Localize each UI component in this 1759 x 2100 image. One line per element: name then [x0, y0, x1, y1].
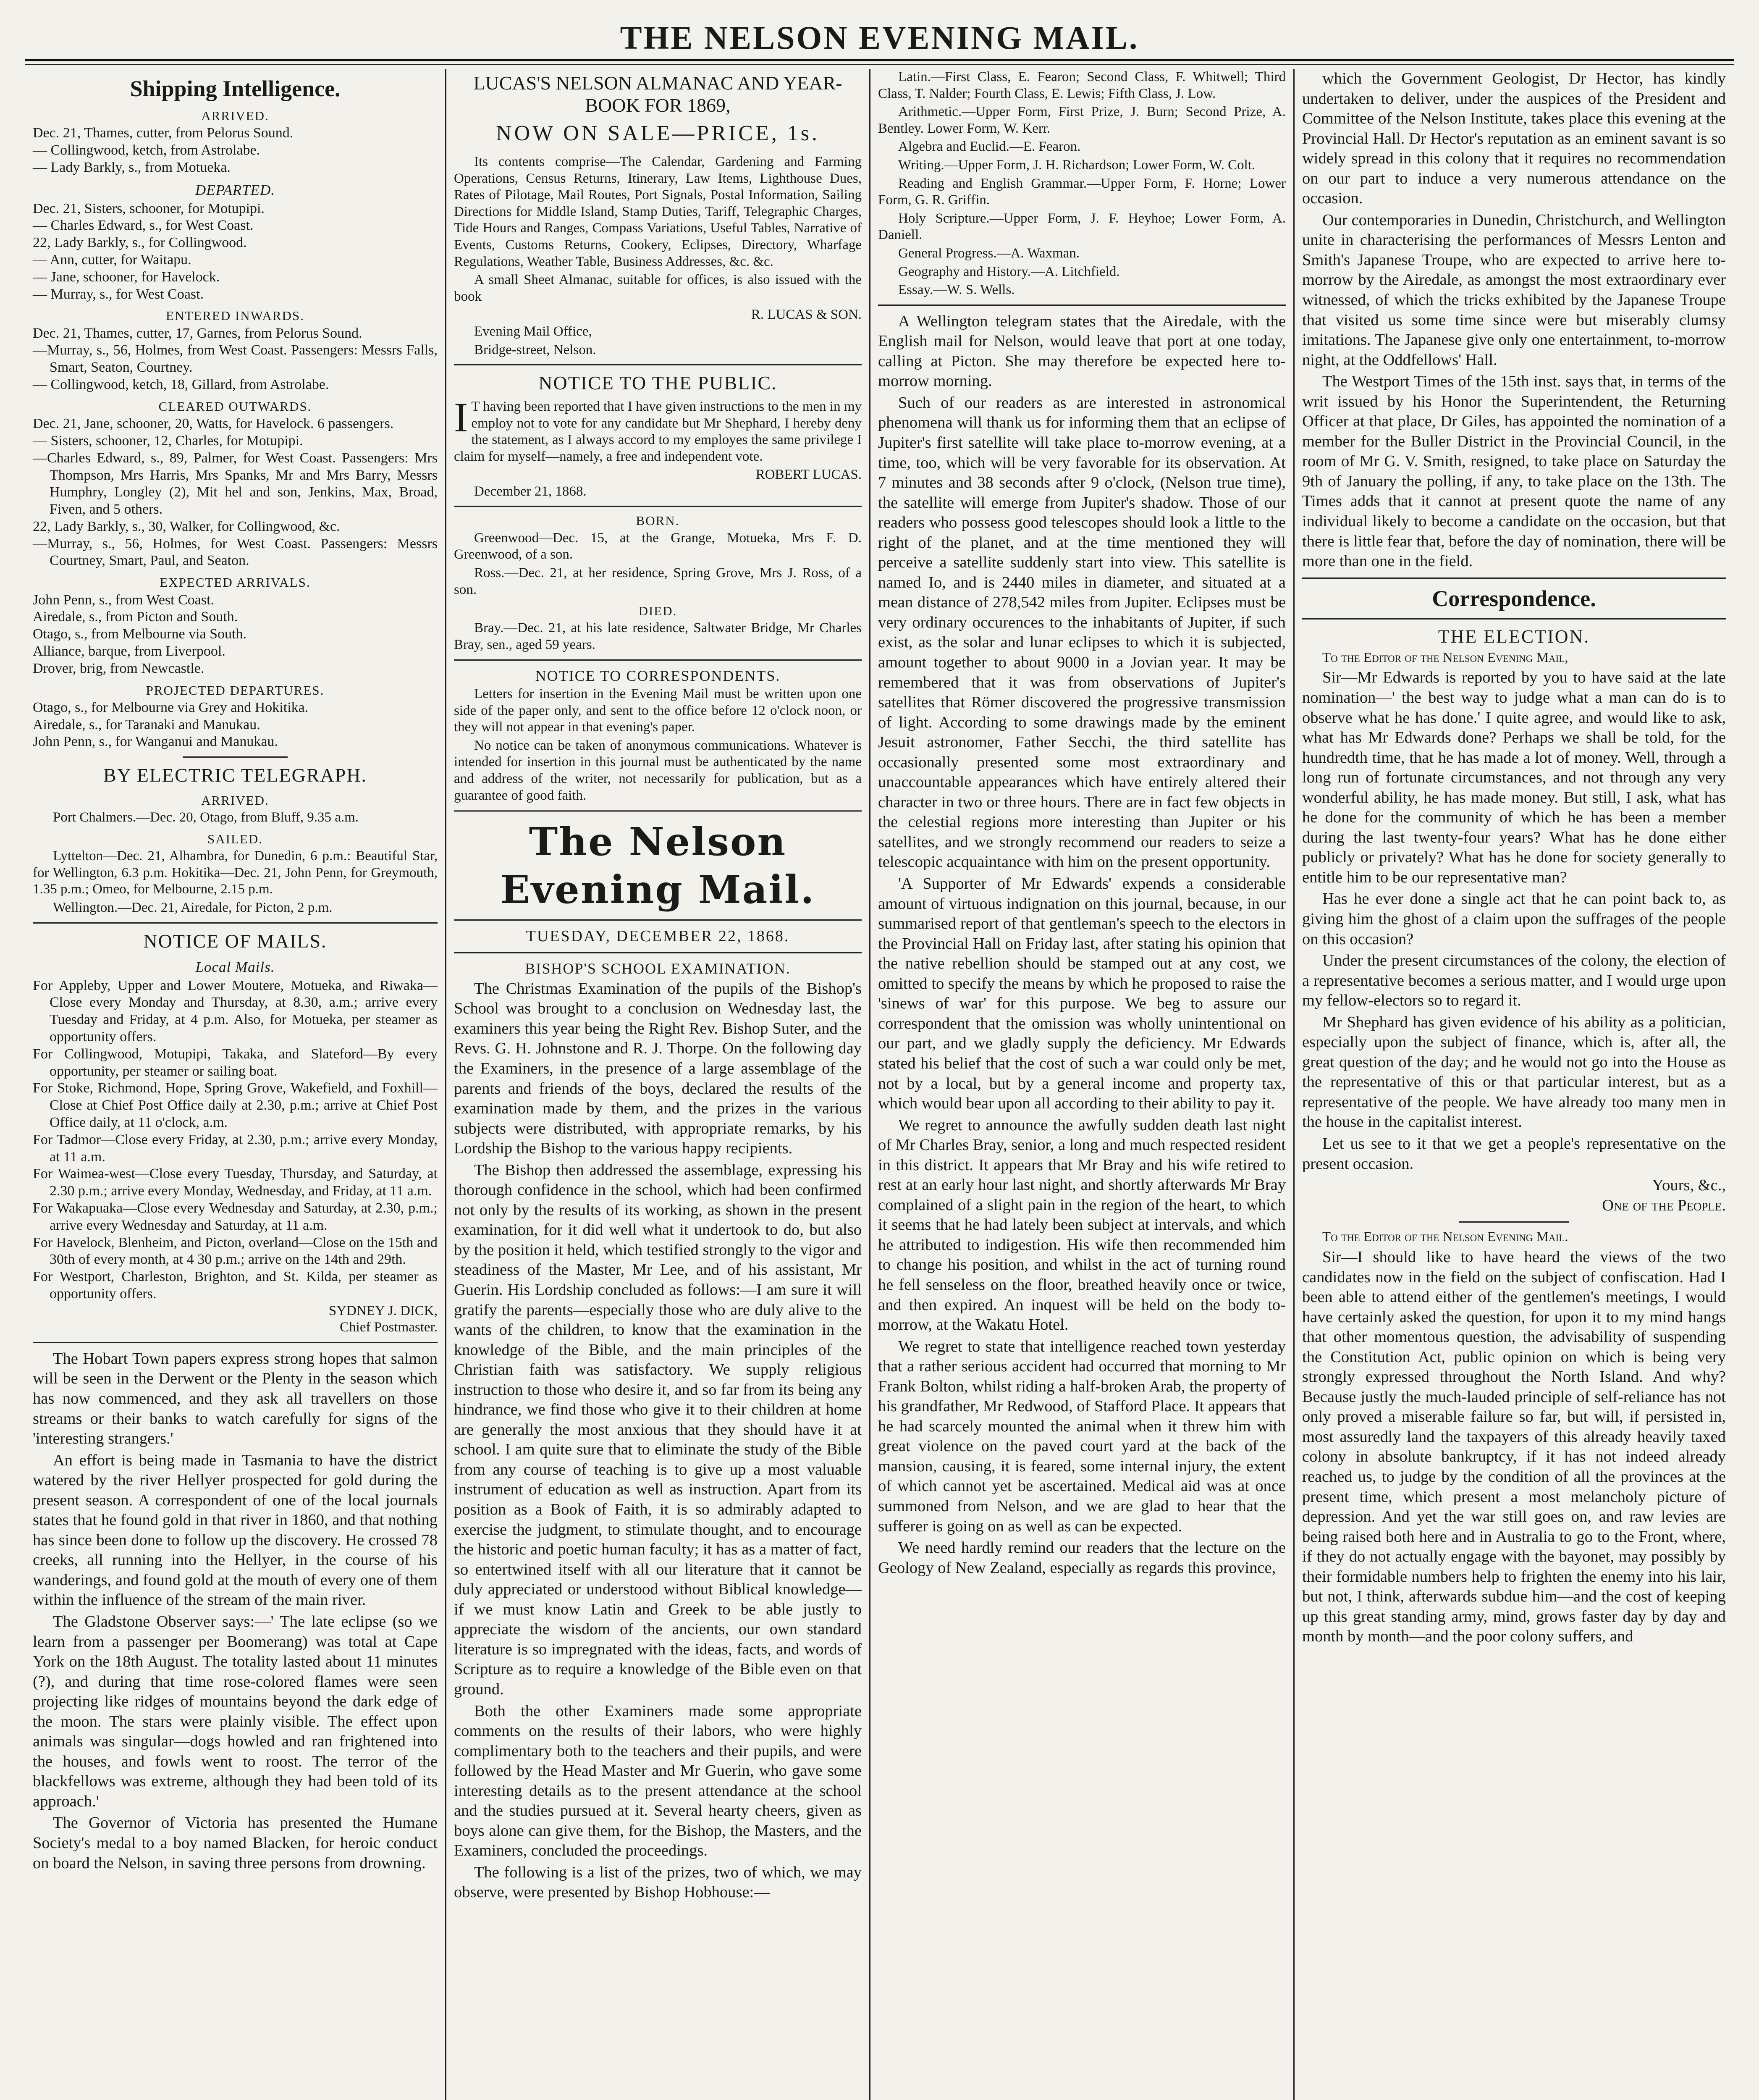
- died-list: [454, 620, 862, 653]
- telegraph-title: BY ELECTRIC TELEGRAPH.: [103, 764, 367, 786]
- divider: [33, 1342, 438, 1343]
- entered-list: [33, 325, 438, 394]
- list-item: — Charles Edward, s., for West Coast.: [33, 218, 254, 234]
- paragraph: The Hobart Town papers express strong hopes that salmon will be seen in the Derwent or the Plenty in the season which has now commenced, and they ask all travellers on those streams or their banks to watch carefully for signs of the 'interesting strangers.': [33, 1349, 438, 1448]
- almanac-title: LUCAS'S NELSON ALMANAC AND YEAR-BOOK FOR 1869,: [473, 72, 842, 116]
- paragraph: We regret to state that intelligence reached town yesterday that a rather serious accident had occurred that morning to Mr Frank Bolton, whilst riding a half-broken Arab, the property of his grandfather, Mr Redwood, of Stafford Place. It appears that he had scarcely mounted the animal when it threw him with great violence on the paved court yard at the back of the mansion, causing, it is feared, some internal injury, the extent of which cannot yet be ascertained. Medical aid was at once summoned from Nelson, and we are glad to hear that the sufferer is going on as well as can be expected.: [878, 1337, 1286, 1535]
- paragraph: The Governor of Victoria has presented the Humane Society's medal to a boy named Blacken, for heroic conduct on board the Nelson, in saving three persons from drowning.: [33, 1814, 438, 1872]
- cleared-heading: CLEARED OUTWARDS.: [158, 399, 312, 414]
- paragraph: Lyttelton—Dec. 21, Alhambra, for Dunedin, 6 p.m.: Beautiful Star, for Wellington, 6.3 p.m. Hokitika—Dec. 21, John Penn, for Greymouth, 1.35 p.m.; Omeo, for Melbourne, 2.15 p.m.: [33, 848, 438, 897]
- shipping-title: Shipping Intelligence.: [130, 76, 341, 101]
- paragraph: Geography and History.—A. Litchfield.: [898, 264, 1120, 279]
- newspaper-flag: The Nelson Evening Mail.: [500, 819, 815, 912]
- correspondence-title: Correspondence.: [1432, 585, 1596, 611]
- telegraph-sailed-heading: SAILED.: [207, 831, 263, 846]
- column-1-articles: [33, 1349, 438, 1873]
- list-item: For Wakapuaka—Close every Wednesday and Saturday, at 2.30, p.m.; arrive every Wednesday and Saturday, at 11 a.m.: [33, 1200, 438, 1233]
- paragraph: The following is a list of the prizes, two of which, we may observe, were presented by Bishop Hobhouse:—: [454, 1863, 862, 1901]
- correspondents-body-2: No notice can be taken of anonymous communications. Whatever is intended for insertion in this journal must be authenticated by the name and address of the writer, not necessarily for publication, but as a guarantee of good faith.: [454, 738, 862, 803]
- election-heading: THE ELECTION.: [1438, 626, 1590, 647]
- list-item: —Charles Edward, s., 89, Palmer, for West Coast. Passengers: Mrs Thompson, Mrs Harris, Mrs Spanks, Mr and Mrs Barry, Messrs Humphry, Longley (2), Mit hel and son, Jenkins, Max, Broad, Fiven, and 5 others.: [33, 450, 438, 517]
- mails-title: NOTICE OF MAILS.: [143, 930, 327, 952]
- projected-list: [33, 699, 438, 751]
- list-item: Alliance, barque, from Liverpool.: [33, 643, 225, 659]
- paragraph: 'A Supporter of Mr Edwards' expends a considerable amount of virtuous indignation on this journal, because, in our summarised report of that gentleman's speech to the electors in the Provincial Hall on Friday last, after stating his opinion that the native rebellion should be stamped out at any cost, we omitted to specify the means by which he proposed to raise the 'sinews of war' for this purpose. We beg to assure our correspondent that the omission was wholly unintentional on our part, and we gladly supply the deficiency. Mr Edwards stated his belief that the cost of such a war could only be met, not by a local, but by a general income and property tax, which would bear upon all according to their ability to pay it.: [878, 875, 1286, 1113]
- issue-date: TUESDAY, DECEMBER 22, 1868.: [526, 927, 790, 945]
- public-notice-title: NOTICE TO THE PUBLIC.: [538, 372, 777, 394]
- arrived-list: [33, 125, 438, 176]
- born-heading: BORN.: [636, 513, 680, 528]
- almanac-address-1: Evening Mail Office,: [474, 323, 592, 339]
- list-item: For Havelock, Blenheim, and Picton, overland—Close on the 15th and 30th of every month, at 4 30 p.m.; arrive on the 14th and 29th.: [33, 1234, 438, 1268]
- column-4: [1293, 69, 1733, 2100]
- arrived-heading: ARRIVED.: [201, 108, 269, 123]
- paragraph: We need hardly remind our readers that the lecture on the Geology of New Zealand, especially as regards this province,: [878, 1539, 1286, 1577]
- columns: [25, 69, 1734, 2100]
- school-prizes: [878, 69, 1286, 299]
- cleared-list: [33, 415, 438, 570]
- paragraph: Essay.—W. S. Wells.: [898, 282, 1015, 298]
- list-item: Otago, s., for Melbourne via Grey and Hokitika.: [33, 699, 309, 715]
- divider: [33, 922, 438, 924]
- paragraph: The Bishop then addressed the assemblage, expressing his thorough confidence in the school, which had been confirmed not only by the results of its working, as shown in the present examination, for it did well what it undertook to do, but also by the position it held, which testified strongly to the vigor and steadiness of the Master, Mr Lee, and of his assistant, Mr Guerin. His Lordship concluded as follows:—I am sure it will gratify the parents—especially those who are duly alive to the wants of the children, to know that the examination in the knowledge of the Bible, and the main principles of the Christian faith was satisfactory. We supply religious instruction to those who desire it, and so far from its being any hindrance, we find those who give it to their children at home are generally the most anxious that they should have it at school. I am quite sure that to eliminate the study of the Bible from any course of teaching is to give up a most valuable instrument of education as well as instruction. Apart from its position as a Book of Faith, it is so admirably adapted to exercise the judgment, to stimulate thought, and to encourage the historic and poetic human faculty; it has as a matter of fact, so entertwined itself with all our literature that it cannot be duly appreciated or understood without Biblical knowledge—if we must know Latin and Greek to be able justly to appreciate the wisdom of the ancients, our own standard literature is so impregnated with the ideas, facts, and words of Scripture as to require a knowledge of the Bible even on that ground.: [454, 1161, 862, 1698]
- letter-1-salutation: To the Editor of the Nelson Evening Mail,: [1322, 650, 1568, 665]
- divider: [454, 659, 862, 661]
- almanac-body: Its contents comprise—The Calendar, Gardening and Farming Operations, Census Returns, Itinerary, Law Items, Lighthouse Dues, Rates of Pilotage, Mail Routes, Port Signals, Postal Information, Sailing Directions for Middle Island, Stamp Duties, Tariff, Telegraphic Charges, Tide Hours and Ranges, Compass Variations, Useful Tables, Narrative of Events, Customs Returns, Cookery, Eclipses, Directory, Wharfage Regulations, Weather Table, Business Addresses, &c. &c.: [454, 154, 862, 269]
- public-notice-sign: ROBERT LUCAS.: [755, 467, 862, 483]
- list-item: Airedale, s., for Taranaki and Manukau.: [33, 717, 260, 732]
- paragraph: Sir—I should like to have heard the views of the two candidates now in the field on the subject of confiscation. Had I been able to attend either of the gentlemen's meetings, I would have certainly asked the question, for upon it to my mind hangs that other momentous question, the advisability of suspending the Constitution Act, public opinion on which is being very strongly expressed throughout the North Island. And why? Because justly the much-lauded principle of self-reliance has not only proved a miserable failure so far, but will, if persisted in, most assuredly land the taxpayers of this already heavily taxed colony in absolute bankruptcy, if it has not indeed already reached us, to judge by the condition of all the provinces at the present time, which present a most melancholy picture of depression. And yet the war still goes on, and raw levies are being raised both here and in Australia to go to the Front, where, if they do not actually engage with the bayonet, may possibly by their formidable numbers help to frighten the enemy into his lair, but not, I think, afterwards subdue him—and the cost of keeping up this great standing army, mind, grows faster day by day and month by month—and the poor colony suffers, and: [1302, 1248, 1726, 1646]
- paragraph: Both the other Examiners made some appropriate comments on the results of their labors, who were highly complimentary both to the teachers and their pupils, and were followed by the Head Master and Mr Guerin, who gave some interesting details as to the present attendance at the school and the studies pursued at it. Several hearty cheers, given as boys alone can give them, for the Bishop, the Masters, and the Examiners, concluded the proceedings.: [454, 1702, 862, 1860]
- list-item: — Murray, s., for West Coast.: [33, 286, 204, 302]
- letter-1-body: [1302, 668, 1726, 1174]
- paragraph: Mr Shephard has given evidence of his ability as a politician, especially upon the subject of finance, which is, after all, the great question of the day; and he would not go into the House as the representative of this or that particular interest, but as a representative of the people. We have already too many men in the house in the capitalist interest.: [1302, 1013, 1726, 1131]
- list-item: John Penn, s., from West Coast.: [33, 592, 215, 608]
- column-4-articles: [1302, 69, 1726, 572]
- list-item: — Collingwood, ketch, from Astrolabe.: [33, 142, 260, 158]
- expected-list: [33, 592, 438, 677]
- paragraph: Such of our readers as are interested in astronomical phenomena will thank us for informing them that an eclipse of Jupiter's first satellite will take place to-morrow evening, at a time, too, which will be very favorable for its observation. At 7 minutes and 38 seconds after 9 o'clock, (Nelson true time), the satellite will emerge from Jupiter's shadow. Those of our readers who possess good telescopes should look a little to the right of the planet, and at the time mentioned they will perceive a satellite suddenly start into view. This satellite is named Io, and is 2440 miles in diameter, and situated at a mean distance of 278,542 miles from Jupiter. Eclipses must be very ordinary occurences to the inhabitants of Jupiter, if such exist, as the solar and lunar eclipses to which it is subjected, amount together to about 9000 in a Jovian year. It may be remembered that it was from observations of Jupiter's satellites that Römer discovered the progressive transmission of light. According to some drawings made by the eminent Jesuit astronomer, Father Secchi, the third satellite has occasionally presented some most extraordinary and unaccountable appearances which have entirely altered their character in two or three hours. There are in fact few objects in the celestial regions more interesting than Jupiter or his satellites, and we strongly recommend our readers to seize a telescopic acquaintance with him on the present opportunity.: [878, 394, 1286, 871]
- divider: [454, 952, 862, 953]
- postmaster-name: SYDNEY J. DICK,: [328, 1303, 438, 1318]
- list-item: — Collingwood, ketch, 18, Gillard, from Astrolabe.: [33, 377, 329, 393]
- paragraph: Latin.—First Class, E. Fearon; Second Class, F. Whitwell; Third Class, T. Nalder; Fourth Class, E. Lewis; Fifth Class, J. Low.: [878, 69, 1286, 101]
- projected-heading: PROJECTED DEPARTURES.: [146, 682, 325, 698]
- letter-1-signature: One of the People.: [1602, 1196, 1726, 1214]
- almanac-sign: R. LUCAS & SON.: [751, 307, 862, 323]
- paragraph: which the Government Geologist, Dr Hector, has kindly undertaken to deliver, under the auspices of the President and Committee of the Nelson Institute, takes place this evening at the Provincial Hall. Dr Hector's reputation as an eminent savant is so widely spread in this colony that it requires no recommendation on our part to induce a very numerous attendance on the occasion.: [1302, 70, 1726, 207]
- column-2: [445, 69, 869, 2100]
- almanac-address-2: Bridge-street, Nelson.: [474, 342, 596, 357]
- telegraph-arrived: Port Chalmers.—Dec. 20, Otago, from Bluff, 9.35 a.m.: [53, 810, 359, 825]
- paragraph: Reading and English Grammar.—Upper Form, F. Horne; Lower Form, G. R. Griffin.: [878, 176, 1286, 208]
- mails-subtitle: Local Mails.: [195, 959, 275, 976]
- list-item: — Lady Barkly, s., from Motueka.: [33, 159, 231, 175]
- paragraph: Sir—Mr Edwards is reported by you to have said at the late nomination—' the best way to judge what a man can do is to observe what he has done.' I quite agree, and would like to ask, what has Mr Edwards done? Perhaps we shall be told, for the hundredth time, that he has made a lot of money. Well, through a long run of fortunate circumstances, and not through any very wonderful ability, he has made money. But still, I ask, what has he done for the community of which he has been a member during the last twenty-four years? What has he done either publicly or privately? What has he done for society generally to entitle him to be our representative man?: [1302, 669, 1726, 886]
- letter-2-salutation: To the Editor of the Nelson Evening Mail.: [1322, 1229, 1568, 1245]
- school-title: BISHOP'S SCHOOL EXAMINATION.: [525, 960, 791, 977]
- public-notice-body: IT having been reported that I have given instructions to the men in my employ not to vote for any candidate but Mr Shephard, I hereby deny the statement, as I always accord to my employes the same privilege I claim for myself—namely, a free and independent vote.: [454, 394, 862, 464]
- paragraph: We regret to announce the awfully sudden death last night of Mr Charles Bray, senior, a long and much respected resident in this district. It appears that Mr Bray and his wife retired to rest at an early hour last night, and shortly afterwards Mr Bray complained of a slight pain in the region of the heart, to which it seems that he had lately been subject at intervals, and which he attributed to indigestion. His wife then recommended him to change his position, and whilst in the act of turning round he fell senseless on the floor, breathed heavily once or twice, and then expired. An inquest will be held on the body to-morrow, at the Wakatu Hotel.: [878, 1116, 1286, 1334]
- divider: [454, 919, 862, 921]
- paragraph: Has he ever done a single act that he can point back to, as giving him the ghost of a claim upon the suffrages of the people on this occasion?: [1302, 890, 1726, 948]
- died-heading: DIED.: [638, 604, 677, 619]
- born-list: [454, 530, 862, 598]
- paragraph: The Westport Times of the 15th inst. says that, in terms of the writ issued by his Honor the Superintendent, the Returning Officer at that place, Dr Giles, has appointed the nomination of a member for the Buller District in the Provincial Council, in the room of Mr G. V. Smith, resigned, to take place on Saturday the 9th of January the polling, if any, to take place on the 13th. The Times adds that it cannot at present quote the name of any individual likely to become a candidate on the occasion, but that there is little fear that, before the day of nomination, there will be more than one in the field.: [1302, 373, 1726, 570]
- divider: [1459, 1221, 1569, 1223]
- mails-list: [33, 977, 438, 1303]
- list-item: 22, Lady Barkly, s., 30, Walker, for Collingwood, &c.: [33, 518, 340, 534]
- masthead: THE NELSON EVENING MAIL.: [620, 19, 1139, 56]
- school-article: [454, 979, 862, 1903]
- paragraph: Greenwood—Dec. 15, at the Grange, Motueka, Mrs F. D. Greenwood, of a son.: [454, 530, 862, 562]
- list-item: — Sisters, schooner, 12, Charles, for Motupipi.: [33, 433, 303, 449]
- postmaster-title: Chief Postmaster.: [340, 1320, 438, 1335]
- paragraph: Holy Scripture.—Upper Form, J. F. Heyhoe; Lower Form, A. Daniell.: [878, 210, 1286, 243]
- divider: [1302, 618, 1726, 620]
- letter-1-closing: Yours, &c.,: [1652, 1176, 1726, 1194]
- list-item: For Appleby, Upper and Lower Moutere, Motueka, and Riwaka—Close every Monday and Thursday, at 8.30, a.m.; arrive every Tuesday and Friday, at 4 p.m. Also, for Motueka, per steamer as opportunity offers.: [33, 977, 438, 1045]
- list-item: For Westport, Charleston, Brighton, and St. Kilda, per steamer as opportunity offers.: [33, 1269, 438, 1302]
- paragraph: Under the present circumstances of the colony, the election of a representative becomes a serious matter, and I would urge upon my fellow-electors so to regard it.: [1302, 952, 1726, 1010]
- list-item: Airedale, s., from Picton and South.: [33, 609, 238, 625]
- column-3: [869, 69, 1293, 2100]
- departed-heading: DEPARTED.: [195, 182, 275, 199]
- list-item: — Jane, schooner, for Havelock.: [33, 269, 220, 285]
- letter-2-body: [1302, 1247, 1726, 1647]
- entered-heading: ENTERED INWARDS.: [166, 308, 304, 323]
- masthead-rule: [25, 59, 1734, 65]
- list-item: John Penn, s., for Wanganui and Manukau.: [33, 734, 278, 750]
- list-item: — Ann, cutter, for Waitapu.: [33, 252, 191, 268]
- divider: [454, 364, 862, 365]
- list-item: Drover, brig, from Newcastle.: [33, 660, 204, 676]
- paragraph: An effort is being made in Tasmania to have the district watered by the river Hellyer prospected for gold during the present season. A correspondent of one of the local journals states that he found gold in that river in 1860, and that nothing has since been done to follow up the discovery. He crossed 78 creeks, all running into the Hellyer, in the course of his wanderings, and found gold at the mouth of every one of them within the influence of the stream of the main river.: [33, 1451, 438, 1609]
- list-item: Dec. 21, Sisters, schooner, for Motupipi.: [33, 200, 265, 216]
- double-rule: [454, 810, 862, 812]
- column-3-articles: [878, 312, 1286, 1578]
- paragraph: Wellington.—Dec. 21, Airedale, for Picton, 2 p.m.: [53, 900, 333, 915]
- list-item: —Murray, s., 56, Holmes, from West Coast. Passengers: Messrs Falls, Smart, Seaton, Courtney.: [33, 342, 438, 375]
- correspondents-body: Letters for insertion in the Evening Mail must be written upon one side of the paper only, and sent to the office before 12 o'clock noon, or they will not appear in that evening's paper.: [454, 686, 862, 735]
- almanac-sale: NOW ON SALE—PRICE, 1s.: [496, 121, 820, 145]
- divider: [878, 304, 1286, 306]
- paragraph: Writing.—Upper Form, J. H. Richardson; Lower Form, W. Colt.: [898, 157, 1256, 173]
- departed-list: [33, 200, 438, 303]
- divider: [183, 756, 288, 758]
- expected-heading: EXPECTED ARRIVALS.: [160, 575, 311, 590]
- telegraph-sailed: [33, 848, 438, 916]
- divider: [454, 506, 862, 507]
- correspondents-title: NOTICE TO CORRESPONDENTS.: [535, 667, 781, 684]
- paragraph: Algebra and Euclid.—E. Fearon.: [898, 139, 1081, 155]
- column-1: [25, 69, 445, 2100]
- list-item: For Stoke, Richmond, Hope, Spring Grove, Wakefield, and Foxhill—Close at Chief Post Office daily at 2.30, p.m.; arrive at Chief Post Office daily, at 11 o'clock, a.m.: [33, 1080, 438, 1130]
- list-item: 22, Lady Barkly, s., for Collingwood.: [33, 235, 247, 251]
- list-item: Otago, s., from Melbourne via South.: [33, 626, 246, 642]
- list-item: Dec. 21, Thames, cutter, 17, Garnes, from Pelorus Sound.: [33, 325, 362, 341]
- paragraph: A Wellington telegram states that the Airedale, with the English mail for Nelson, would leave that port at one today, calling at Picton. She may therefore be expected here to-morrow morning.: [878, 312, 1286, 390]
- divider: [1302, 578, 1726, 579]
- list-item: Dec. 21, Thames, cutter, from Pelorus Sound.: [33, 125, 294, 141]
- list-item: For Tadmor—Close every Friday, at 2.30, p.m.; arrive every Monday, at 11 a.m.: [33, 1131, 438, 1165]
- paragraph: Ross.—Dec. 21, at her residence, Spring Grove, Mrs J. Ross, of a son.: [454, 565, 862, 597]
- almanac-body-2: A small Sheet Almanac, suitable for offices, is also issued with the book: [454, 272, 862, 304]
- paragraph: Arithmetic.—Upper Form, First Prize, J. Burn; Second Prize, A. Bentley. Lower Form, W. Kerr.: [878, 104, 1286, 136]
- public-notice-date: December 21, 1868.: [474, 483, 587, 499]
- list-item: Dec. 21, Jane, schooner, 20, Watts, for Havelock. 6 passengers.: [33, 416, 394, 432]
- list-item: For Waimea-west—Close every Tuesday, Thursday, and Saturday, at 2.30 p.m.; arrive every Monday, Wednesday, and Friday, at 11 a.m.: [33, 1166, 438, 1199]
- paragraph: Bray.—Dec. 21, at his late residence, Saltwater Bridge, Mr Charles Bray, sen., aged 59 years.: [454, 620, 862, 653]
- list-item: —Murray, s., 56, Holmes, for West Coast. Passengers: Messrs Courtney, Smart, Paul, and Seaton.: [33, 536, 438, 569]
- paragraph: Our contemporaries in Dunedin, Christchurch, and Wellington unite in characterising the performances of Messrs Lenton and Smith's Japanese Troupe, who are expected to arrive here to-morrow by the Airedale, as amongst the most extraordinary ever witnessed, of which the tricks exhibited by the Japanese Troupe that visited us some time since were but miserably clumsy imitations. The Japanese give only one entertainment, to-morrow night, at the Oddfellows' Hall.: [1302, 211, 1726, 369]
- telegraph-arrived-heading: ARRIVED.: [201, 793, 269, 808]
- list-item: For Collingwood, Motupipi, Takaka, and Slateford—By every opportunity, per steamer or sailing boat.: [33, 1046, 438, 1079]
- paragraph: General Progress.—A. Waxman.: [898, 245, 1080, 261]
- paragraph: The Christmas Examination of the pupils of the Bishop's School was brought to a conclusion on Wednesday last, the examiners this year being the Right Rev. Bishop Suter, and the Revs. G. H. Johnstone and R. J. Thorpe. On the following day the Examiners, in the presence of a large assemblage of the parents and friends of the boys, declared the results of the examination made by them, and the prizes in the various subjects were distributed, with appropriate remarks, by his Lordship the Bishop to the various happy recipients.: [454, 979, 862, 1158]
- paragraph: Let us see to it that we get a people's representative on the present occasion.: [1302, 1135, 1726, 1173]
- paragraph: The Gladstone Observer says:—' The late eclipse (so we learn from a passenger per Boomerang) was total at Cape York on the 18th August. The totality lasted about 11 minutes (?), and during that time rose-colored flames were seen projecting like ridges of mountains beyond the dark edge of the moon. The stars were plainly visible. The effect upon animals was singular—dogs howled and ran frightened into the houses, and fowls went to roost. The terror of the blackfellows was extreme, although they had been told of its approach.': [33, 1613, 438, 1810]
